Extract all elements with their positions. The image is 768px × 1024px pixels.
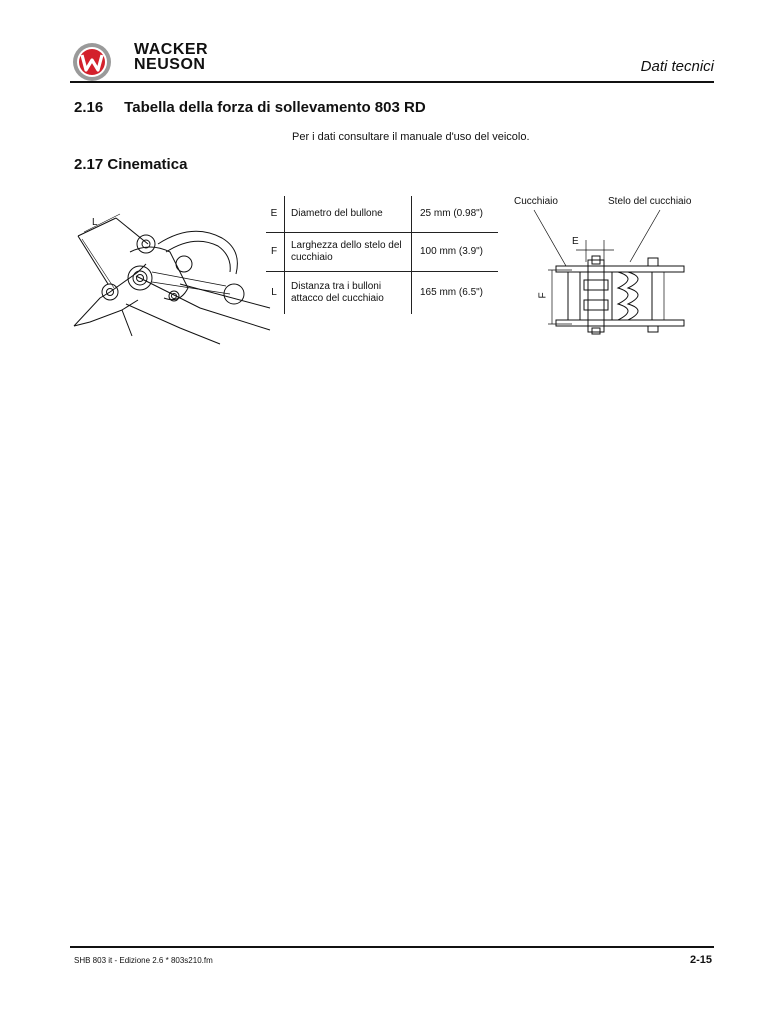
footer-document-info: SHB 803 it - Edizione 2.6 * 803s210.fm <box>74 956 213 965</box>
row-value: 100 mm (3.9") <box>412 233 499 272</box>
logo-line-1: WACKER <box>134 41 209 58</box>
header-divider <box>70 81 714 83</box>
spec-table <box>266 196 498 314</box>
row-value: 165 mm (6.5") <box>420 287 484 298</box>
section-216-note: Per i dati consultare il manuale d'uso del veicolo. <box>292 131 530 143</box>
page-number: 2-15 <box>689 954 712 966</box>
table-row <box>266 233 498 272</box>
row-description: Diametro del bullone <box>285 196 412 233</box>
label-bucket-stem: Stelo del cucchiaio <box>608 196 692 207</box>
section-217-title: Cinematica <box>107 156 188 173</box>
bucket-pin-drawing <box>512 196 702 341</box>
row-description: Distanza tra i bulloni attacco del cucchiaio <box>285 272 412 315</box>
logo-emblem-icon <box>70 40 126 84</box>
section-216-title: Tabella della forza di sollevamento 803 RD <box>124 99 426 116</box>
section-216-heading <box>74 99 426 116</box>
table-row <box>266 196 498 233</box>
table-row <box>266 272 498 315</box>
label-f: F <box>537 292 549 299</box>
row-code: F <box>266 233 285 272</box>
wacker-neuson-logo <box>70 40 230 84</box>
linkage-drawing <box>70 212 280 352</box>
logo-line-2: NEUSON <box>134 56 206 73</box>
section-217-heading <box>74 156 187 173</box>
footer-divider <box>70 946 714 948</box>
section-217-number: 2.17 <box>74 156 104 173</box>
header-title: Dati tecnici <box>640 58 714 75</box>
row-code: E <box>266 196 285 233</box>
logo-wordmark <box>134 42 208 72</box>
dimension-l-label: L <box>92 217 98 228</box>
row-code: L <box>266 272 285 315</box>
label-bucket: Cucchiaio <box>514 196 558 207</box>
section-216-number: 2.16 <box>74 99 104 116</box>
row-value: 25 mm (0.98") <box>420 208 484 219</box>
label-e: E <box>572 236 579 247</box>
row-description: Larghezza dello stelo del cucchiaio <box>285 233 412 272</box>
